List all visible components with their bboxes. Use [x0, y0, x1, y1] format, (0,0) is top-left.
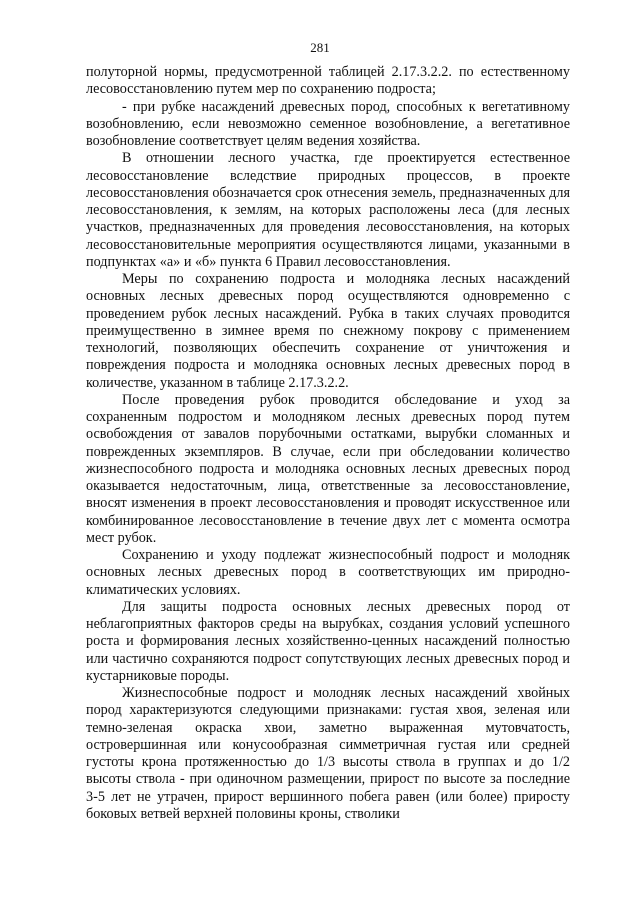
- paragraph: Для защиты подроста основных лесных древесных пород от неблагоприятных факторов среды на вырубках, создания условий успешного роста и формирования лесных хозяйственно-ценных насаждений полностью или частично сохраняются подрост сопутствующих лесных древесных пород и кустарниковые породы.: [86, 598, 570, 684]
- paragraph: - при рубке насаждений древесных пород, способных к вегетативному возобновлению, если невозможно семенное возобновление, а вегетативное возобновление соответствует целям ведения хозяйства.: [86, 98, 570, 149]
- paragraph: После проведения рубок проводится обследование и уход за сохраненным подростом и молодняком лесных древесных пород путем освобождения от завалов порубочными остатками, вырубки сломанных и поврежденных экземпляров. В случае, если при обследовании количество жизнеспособного подроста и молодняка основных лесных древесных пород оказывается недостаточным, лица, ответственные за лесовосстановление, вносят изменения в проект лесовосстановления и проводят искусственное или комбинированное лесовосстановление в течение двух лет с момента осмотра мест рубок.: [86, 391, 570, 546]
- paragraph: Меры по сохранению подроста и молодняка лесных насаждений основных лесных древесных пород осуществляются одновременно с проведением рубок лесных насаждений. Рубка в таких случаях проводится преимущественно в зимнее время по снежному покрову с применением технологий, позволяющих обеспечить сохранение от уничтожения и повреждения подроста и молодняка основных лесных древесных пород в количестве, указанном в таблице 2.17.3.2.2.: [86, 271, 570, 391]
- paragraph: полуторной нормы, предусмотренной таблицей 2.17.3.2.2. по естественному лесовосстановлению путем мер по сохранению подроста;: [86, 64, 570, 98]
- paragraph: Жизнеспособные подрост и молодняк лесных насаждений хвойных пород характеризуются следующими признаками: густая хвоя, зеленая или темно-зеленая окраска хвои, заметно выраженная мутовчатость, островершинная или конусообразная симметричная густая или средней густоты крона протяженностью до 1/3 высоты ствола в группах и до 1/2 высоты ствола - при одиночном размещении, прирост по высоте за последние 3-5 лет не утрачен, прирост вершинного побега равен (или более) приросту боковых ветвей верхней половины кроны, стволики: [86, 685, 570, 822]
- paragraph: Сохранению и уходу подлежат жизнеспособный подрост и молодняк основных лесных древесных пород в соответствующих им природно-климатических условиях.: [86, 547, 570, 598]
- document-body: [86, 64, 570, 823]
- paragraph: В отношении лесного участка, где проектируется естественное лесовосстановление вследствие природных процессов, в проекте лесовосстановления обозначается срок отнесения земель, предназначенных для лесовосстановления, к землям, на которых расположены леса (для лесных участков, предназначенных для проведения лесовосстановления, на которых лесовосстановительные мероприятия осуществляются лицами, указанными в подпунктах «а» и «б» пункта 6 Правил лесовосстановления.: [86, 150, 570, 270]
- page-number: 281: [310, 40, 330, 55]
